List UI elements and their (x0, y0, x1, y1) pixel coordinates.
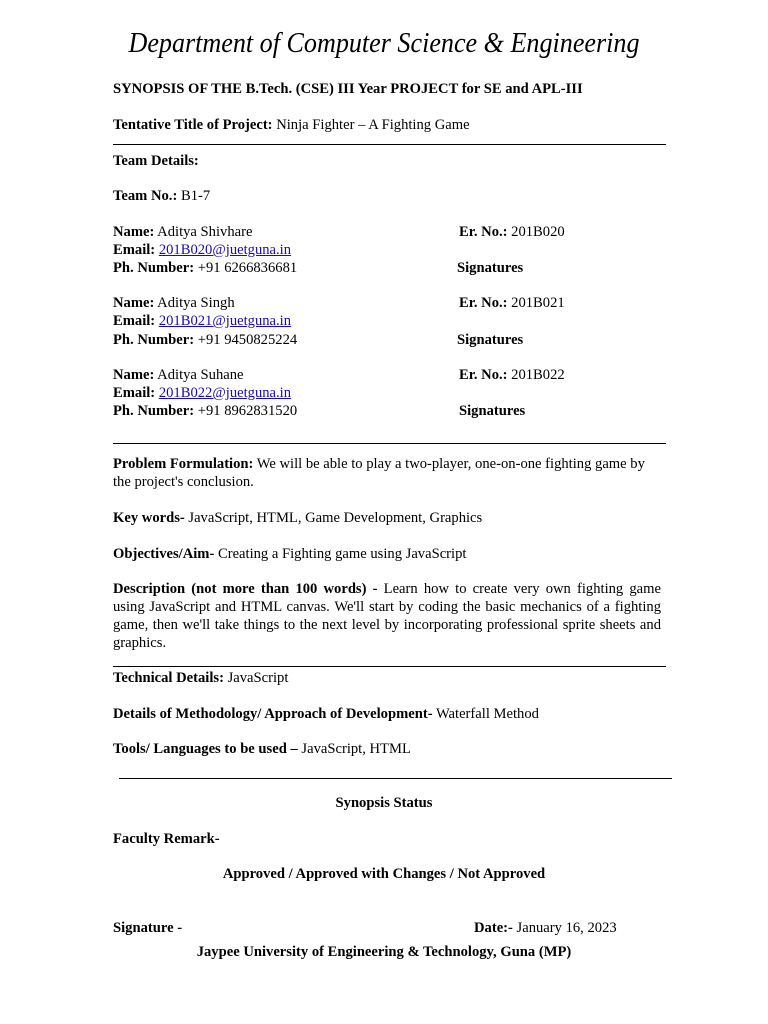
member-2-name: Aditya Singh (154, 295, 235, 311)
member-1-email-line (113, 241, 291, 259)
member-1-name: Aditya Shivhare (154, 224, 253, 240)
member-email-label: Email: (113, 313, 156, 329)
keywords-label: Key words- (113, 510, 185, 526)
member-3-er-line (459, 366, 565, 384)
divider-1 (113, 144, 666, 145)
signature-label: Signature - (113, 920, 183, 936)
synopsis-heading: SYNOPSIS OF THE B.Tech. (CSE) III Year PROJECT for SE and APL-III (113, 81, 583, 97)
member-email-label: Email: (113, 385, 156, 401)
member-name-label: Name: (113, 295, 155, 311)
date-line (474, 919, 617, 937)
member-3-phone: +91 8962831520 (194, 403, 298, 419)
description-paragraph (113, 580, 661, 652)
problem-label: Problem Formulation: (113, 456, 254, 472)
member-name-label: Name: (113, 224, 155, 240)
methodology-text: Waterfall Method (432, 706, 539, 722)
member-er-label: Er. No.: (459, 224, 508, 240)
approval-options: Approved / Approved with Changes / Not Approved (222, 866, 546, 882)
member-3-signature: Signatures (459, 403, 526, 419)
member-2-er: 201B021 (507, 295, 565, 311)
member-1-phone: +91 6266836681 (194, 260, 298, 276)
objectives-label: Objectives/Aim- (113, 546, 215, 562)
member-1-name-line (113, 223, 252, 241)
team-details-heading: Team Details: (113, 153, 199, 169)
member-1-er: 201B020 (507, 224, 565, 240)
member-2-email-link[interactable]: 201B021@juetguna.in (158, 313, 292, 329)
member-2-er-line (459, 294, 565, 312)
date-value: January 16, 2023 (512, 920, 617, 936)
divider-2 (113, 443, 666, 444)
technical-text: JavaScript (223, 670, 289, 686)
member-3-phone-line (113, 402, 297, 420)
divider-3 (113, 666, 666, 667)
methodology-label: Details of Methodology/ Approach of Development- (113, 706, 433, 722)
team-number-line (113, 187, 210, 205)
member-2-signature: Signatures (457, 332, 524, 348)
member-er-label: Er. No.: (459, 295, 508, 311)
description-label: Description (not more than 100 words) - (113, 581, 378, 597)
member-2-name-line (113, 294, 235, 312)
department-title: Department of Computer Science & Engineering (128, 27, 640, 59)
member-3-name: Aditya Suhane (154, 367, 244, 383)
member-1-email-link[interactable]: 201B020@juetguna.in (158, 242, 292, 258)
project-title-label: Tentative Title of Project: (113, 117, 273, 133)
divider-4 (119, 778, 672, 779)
description-text: Learn how to create very own fighting game using JavaScript and HTML canvas. We'll start by coding the basic mechanics of a fighting game, then we'll take things to the next level by incorporating professional sprite sheets and graphics. (113, 581, 661, 651)
member-3-email-link[interactable]: 201B022@juetguna.in (158, 385, 292, 401)
problem-formulation (113, 455, 661, 491)
team-number-label: Team No.: (113, 188, 178, 204)
date-label: Date:- (474, 920, 513, 936)
project-title-value: Ninja Fighter – A Fighting Game (272, 117, 470, 133)
member-name-label: Name: (113, 367, 155, 383)
university-footer: Jaypee University of Engineering & Technology, Guna (MP) (196, 944, 572, 960)
technical-details-line (113, 669, 288, 687)
member-2-phone: +91 9450825224 (194, 332, 298, 348)
tools-text: JavaScript, HTML (297, 741, 411, 757)
member-phone-label: Ph. Number: (113, 332, 195, 348)
keywords-text: JavaScript, HTML, Game Development, Graphics (184, 510, 483, 526)
tools-label: Tools/ Languages to be used – (113, 741, 298, 757)
member-3-email-line (113, 384, 291, 402)
member-1-phone-line (113, 259, 297, 277)
member-3-er: 201B022 (507, 367, 565, 383)
synopsis-status-heading: Synopsis Status (335, 795, 433, 811)
keywords-line (113, 509, 482, 527)
faculty-remark-label: Faculty Remark- (113, 831, 220, 847)
tools-line (113, 740, 411, 758)
methodology-line (113, 705, 539, 723)
member-phone-label: Ph. Number: (113, 403, 195, 419)
project-title-line (113, 116, 470, 134)
member-er-label: Er. No.: (459, 367, 508, 383)
member-3-name-line (113, 366, 244, 384)
member-2-email-line (113, 312, 291, 330)
member-2-phone-line (113, 331, 297, 349)
objectives-line (113, 545, 466, 563)
member-1-er-line (459, 223, 565, 241)
team-number-value: B1-7 (177, 188, 211, 204)
objectives-text: Creating a Fighting game using JavaScript (214, 546, 467, 562)
technical-label: Technical Details: (113, 670, 224, 686)
problem-text: We will be able to play a two-player, one-on-one fighting game by the project's conclusion. (113, 456, 645, 490)
member-email-label: Email: (113, 242, 156, 258)
member-phone-label: Ph. Number: (113, 260, 195, 276)
member-1-signature: Signatures (457, 260, 524, 276)
